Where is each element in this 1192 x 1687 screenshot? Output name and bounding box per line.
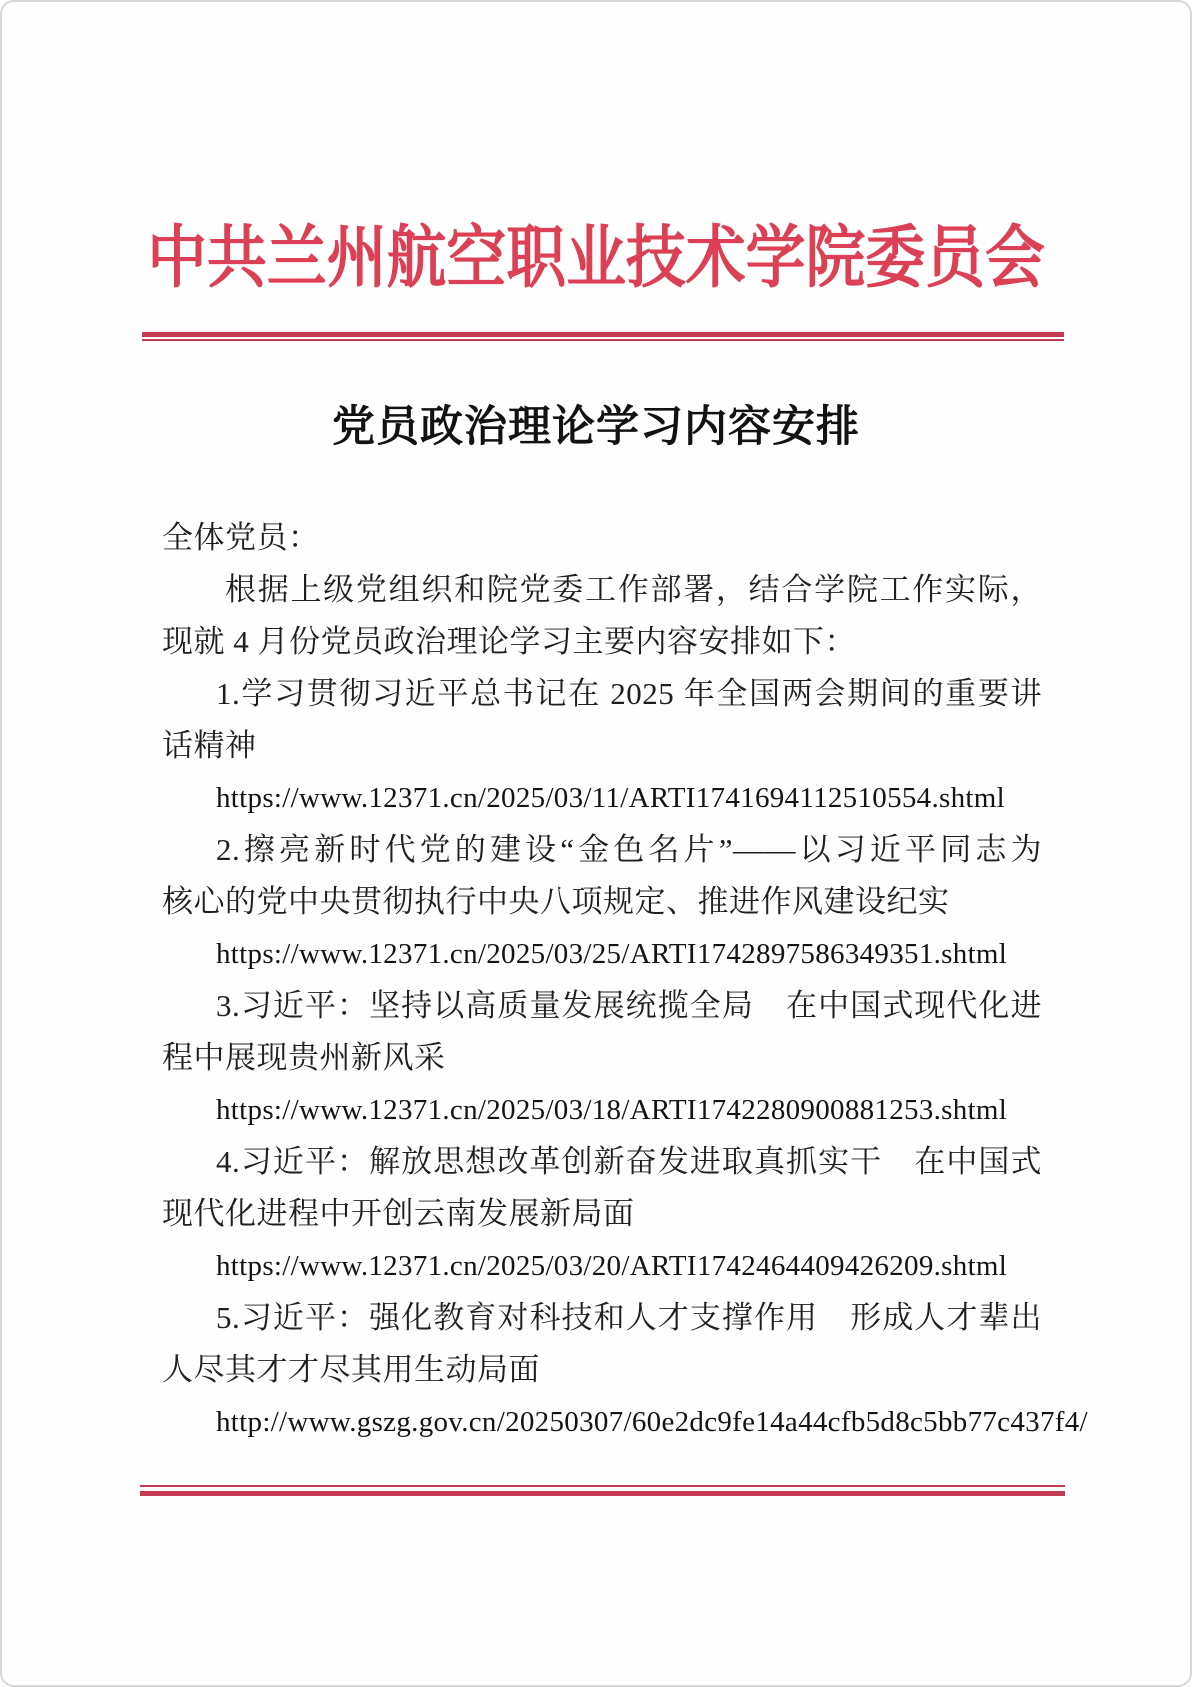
body-line: 1.学习贯彻习近平总书记在 2025 年全国两会期间的重要讲 xyxy=(216,676,1042,711)
body-line: 人尽其才才尽其用生动局面 xyxy=(162,1352,540,1387)
url-line: https://www.12371.cn/2025/03/11/ARTI1741694112510554.shtml xyxy=(216,782,1005,814)
body-line: 现就 4 月份党员政治理论学习主要内容安排如下： xyxy=(162,624,856,659)
body-line: 5.习近平：强化教育对科技和人才支撑作用 形成人才辈出 xyxy=(216,1300,1042,1335)
document-body xyxy=(162,512,1088,1448)
page-title: 党员政治理论学习内容安排 xyxy=(332,404,860,451)
red-separator-bottom xyxy=(140,1485,1065,1496)
url-line: https://www.12371.cn/2025/03/20/ARTI1742464409426209.shtml xyxy=(216,1250,1008,1282)
body-line: 话精神 xyxy=(162,728,257,763)
org-header-title xyxy=(2,198,1190,337)
url-line: http://www.gszg.gov.cn/20250307/60e2dc9fe14a44cfb5d8c5bb77c437f4/ xyxy=(216,1406,1088,1438)
body-line: 程中展现贵州新风采 xyxy=(162,1040,446,1075)
body-line: 3.习近平：坚持以高质量发展统揽全局 在中国式现代化进 xyxy=(216,988,1042,1023)
body-line: 根据上级党组织和院党委工作部署，结合学院工作实际， xyxy=(225,572,1042,607)
red-separator-top xyxy=(142,332,1064,341)
body-line: 现代化进程中开创云南发展新局面 xyxy=(162,1196,635,1231)
body-line: 2.擦亮新时代党的建设“金色名片”——以习近平同志为 xyxy=(216,832,1042,867)
body-line: 核心的党中央贯彻执行中央八项规定、推进作风建设纪实 xyxy=(162,884,950,919)
url-line: https://www.12371.cn/2025/03/18/ARTI1742280900881253.shtml xyxy=(216,1094,1008,1126)
body-line: 全体党员： xyxy=(162,520,320,555)
url-line: https://www.12371.cn/2025/03/25/ARTI1742897586349351.shtml xyxy=(216,938,1008,970)
body-line: 4.习近平：解放思想改革创新奋发进取真抓实干 在中国式 xyxy=(216,1144,1042,1179)
org-header-title-text: 中共兰州航空职业技术学院委员会 xyxy=(147,220,1045,296)
